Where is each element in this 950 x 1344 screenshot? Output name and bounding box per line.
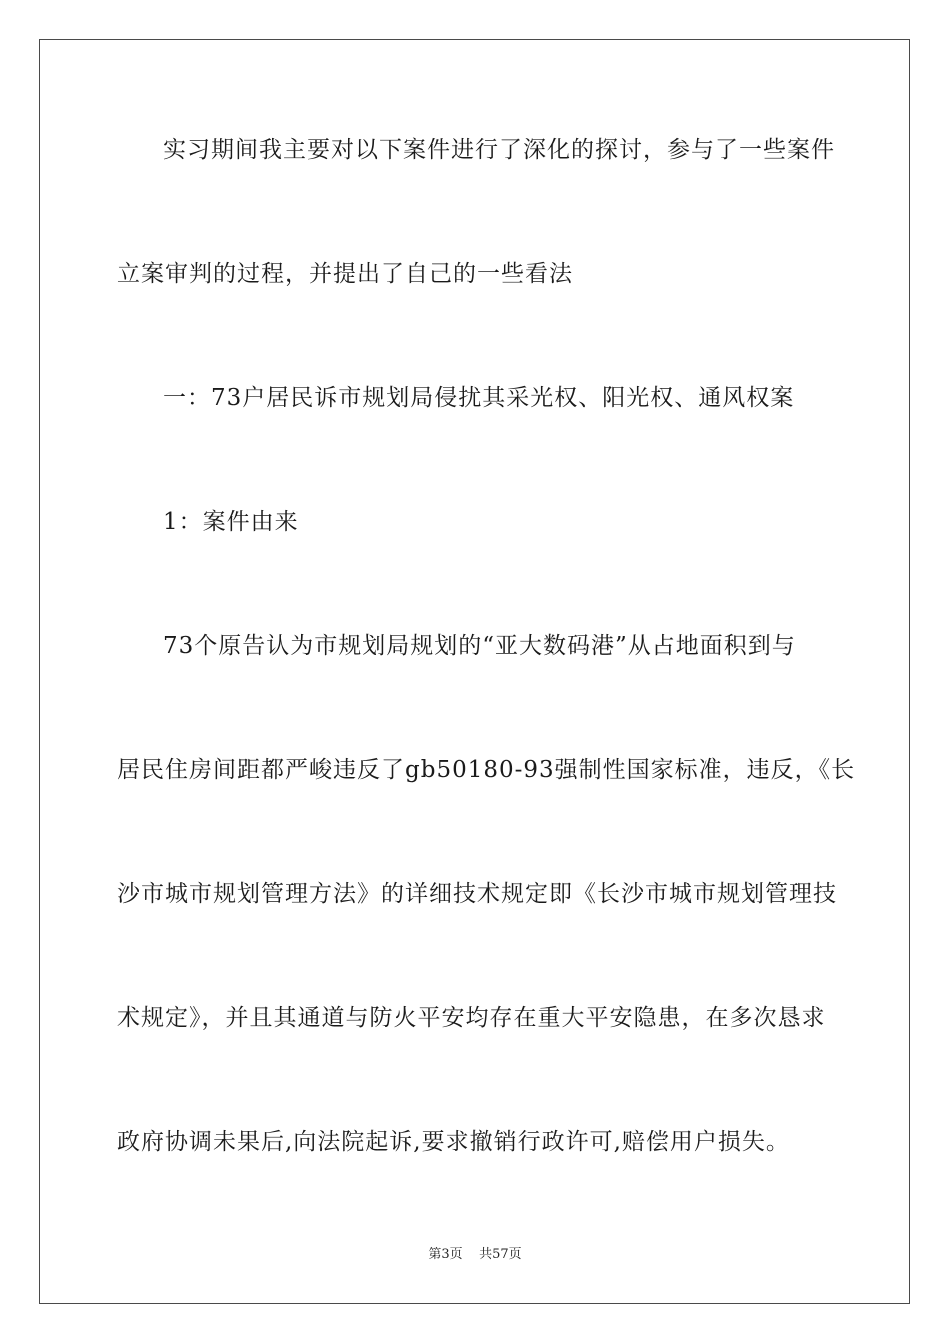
section-heading: 一：73户居民诉市规划局侵扰其采光权、阳光权、通风权案 <box>163 385 795 411</box>
paragraph-line-5: 沙市城市规划管理方法》的详细技术规定即《长沙市城市规划管理技 <box>117 881 837 907</box>
total-pages: 共57页 <box>479 1247 522 1262</box>
paragraph-line-6: 术规定》，并且其通道与防火平安均存在重大平安隐患，在多次恳求 <box>117 1005 826 1031</box>
subsection-heading: 1：案件由来 <box>163 509 299 535</box>
page-number: 第3页 <box>428 1247 463 1262</box>
paragraph-line-1: 实习期间我主要对以下案件进行了深化的探讨，参与了一些案件 <box>163 137 835 163</box>
page-footer <box>0 1246 950 1264</box>
page-border <box>39 39 910 1304</box>
paragraph-line-2: 立案审判的过程，并提出了自己的一些看法 <box>117 261 573 287</box>
paragraph-line-4: 居民住房间距都严峻违反了gb50180-93强制性国家标准，违反，《长 <box>117 757 856 783</box>
paragraph-line-7: 政府协调未果后,向法院起诉,要求撤销行政许可,赔偿用户损失。 <box>117 1129 790 1155</box>
paragraph-line-3: 73个原告认为市规划局规划的“亚大数码港”从占地面积到与 <box>163 633 796 659</box>
